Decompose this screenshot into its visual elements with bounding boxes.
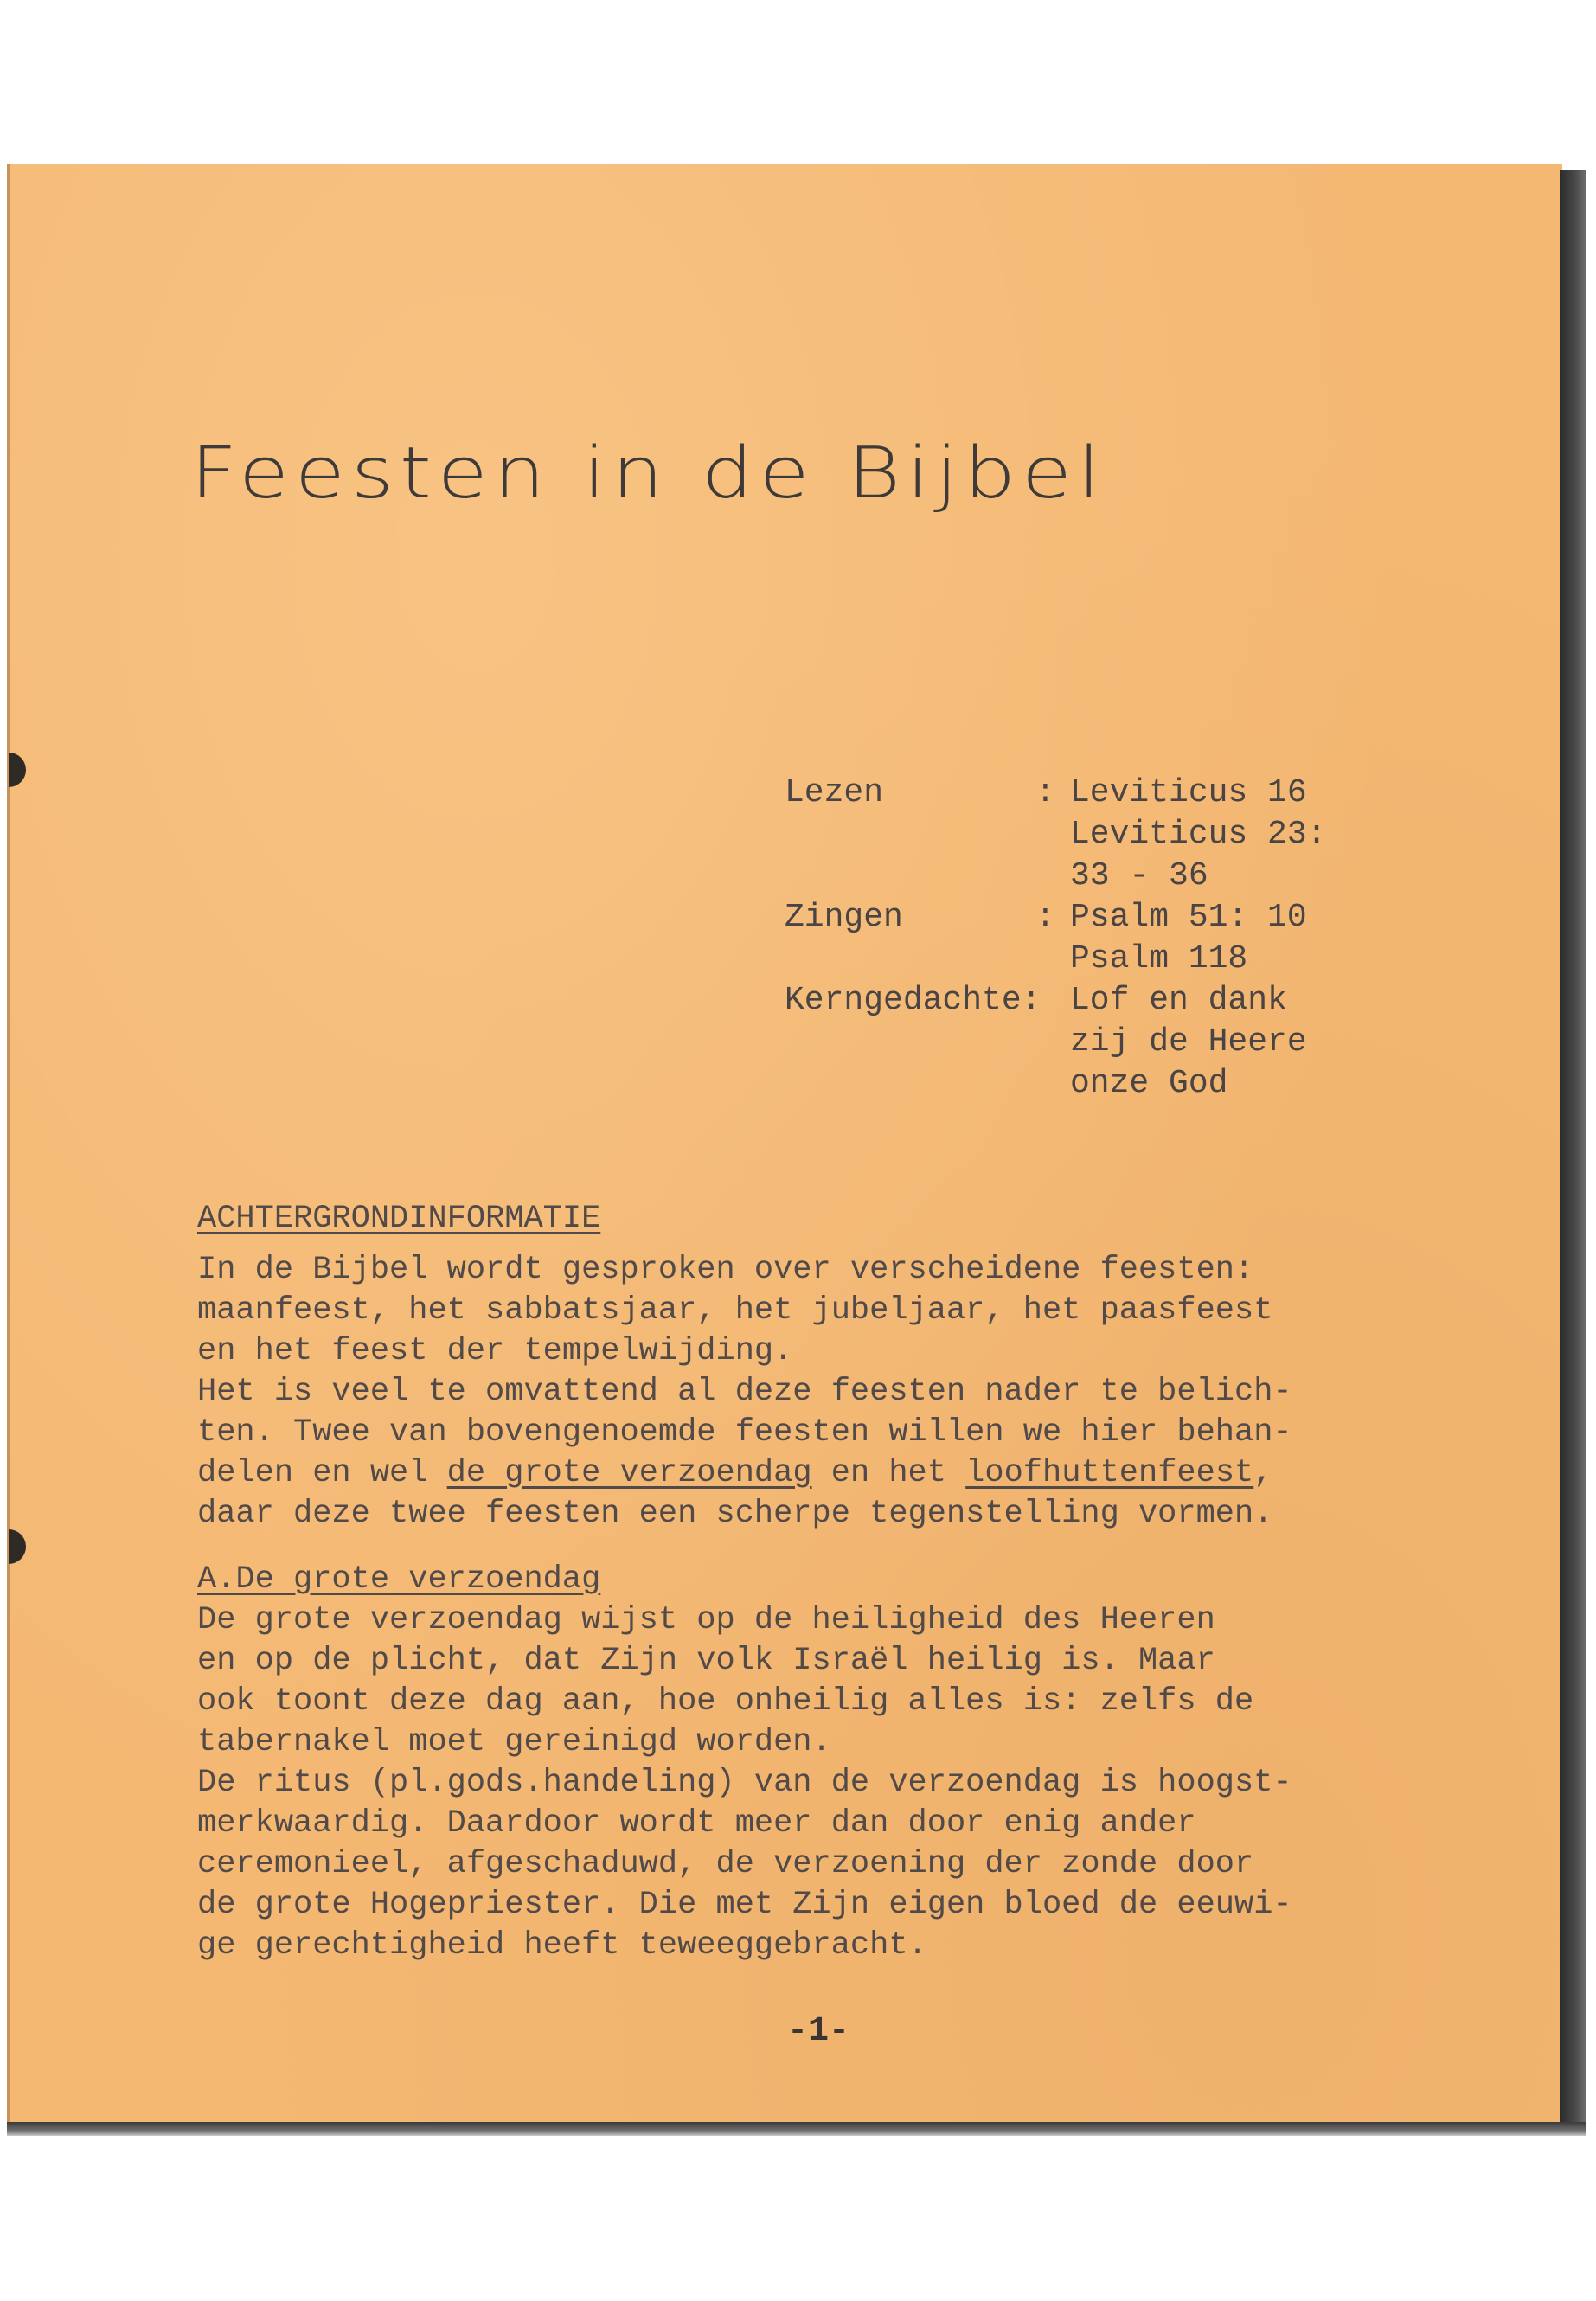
section-heading: A.De grote verzoendag [197,1561,601,1598]
paragraph-line: tabernakel moet gereinigd worden. [197,1724,831,1760]
paragraph-line: de grote Hogepriester. Die met Zijn eigen bloed de eeuwi- [197,1887,1292,1923]
meta-value-line: 33 - 36 [1070,857,1208,894]
paragraph-line: ten. Twee van bovengenoemde feesten willen we hier behan- [197,1414,1292,1451]
meta-separator [1035,980,1070,1105]
meta-value-line: Lof en dank [1070,982,1287,1019]
paragraph-line: ceremonieel, afgeschaduwd, de verzoening der zonde door [197,1846,1254,1882]
paragraph-line: Het is veel te omvattend al deze feesten nader te belich- [197,1374,1292,1410]
meta-label: Zingen [785,899,903,936]
meta-value-line: Leviticus 16 [1070,774,1307,811]
meta-value [1070,772,1347,897]
lesson-info [785,772,1347,1105]
section-heading: ACHTERGRONDINFORMATIE [197,1201,601,1237]
underlined-term: de grote verzoendag [446,1455,812,1491]
paragraph-line: De ritus (pl.gods.handeling) van de verzoendag is hoogst- [197,1765,1292,1801]
underlined-term: loofhuttenfeest [965,1455,1254,1491]
paragraph-line: In de Bijbel wordt gesproken over verscheidene feesten: [197,1252,1254,1288]
paragraph-line: ge gerechtigheid heeft teweeggebracht. [197,1927,927,1964]
background-section [197,1199,1292,1535]
meta-row-lezen [785,772,1347,897]
page-number: -1- [787,2012,850,2051]
binder-bottom-edge [7,2122,1586,2136]
paragraph-line [197,1453,1292,1494]
binder-cover-edge [1560,170,1586,2126]
paragraph-line: De grote verzoendag wijst op de heiligheid des Heeren [197,1602,1215,1638]
paragraph-line: en op de plicht, dat Zijn volk Israël heilig is. Maar [197,1643,1215,1679]
paragraph-line: merkwaardig. Daardoor wordt meer dan door enig ander [197,1805,1196,1842]
page-title: Feesten in de Bijbel [190,433,1107,515]
paragraph-line: ook toont deze dag aan, hoe onheilig alles is: zelfs de [197,1683,1254,1720]
meta-label: Lezen [785,774,884,811]
section-a [197,1560,1292,1966]
meta-separator: : [1035,899,1055,936]
paragraph-line: en het feest der tempelwijding. [197,1333,793,1369]
text-run: en het [811,1455,966,1491]
paragraph-line: daar deze twee feesten een scherpe tegenstelling vormen. [197,1496,1273,1532]
meta-value-line: onze God [1070,1065,1228,1102]
text-run: , [1253,1455,1273,1491]
meta-row-kerngedachte [785,980,1347,1105]
meta-value-line: Psalm 118 [1070,940,1248,977]
meta-value [1070,897,1347,980]
meta-value [1070,980,1347,1105]
text-run: delen en wel [197,1455,447,1491]
meta-value-line: zij de Heere [1070,1023,1307,1061]
meta-separator: : [1035,774,1055,811]
meta-value-line: Leviticus 23: [1070,816,1327,853]
meta-value-line: Psalm 51: 10 [1070,899,1307,936]
meta-row-zingen [785,897,1347,980]
meta-label: Kerngedachte: [785,982,1042,1019]
paragraph-line: maanfeest, het sabbatsjaar, het jubeljaar, het paasfeest [197,1292,1273,1329]
